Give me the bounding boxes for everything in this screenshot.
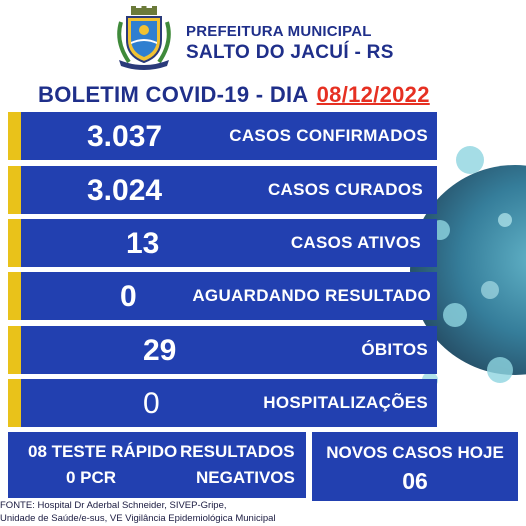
new-cases-label: NOVOS CASOS HOJE [326,443,504,462]
stat-row-confirmed [8,112,437,160]
stat-value: 29 [143,334,177,367]
stat-row-hospitalizations [8,379,437,427]
stat-value: 0 [143,387,160,420]
tests-box [8,432,306,498]
negative-label: NEGATIVOS [196,468,295,487]
pcr-test-count: 0 PCR [66,468,117,487]
bulletin-date: 08/12/2022 [316,82,430,107]
stat-label: CASOS CURADOS [267,180,423,199]
bulletin-title-text: BOLETIM COVID-19 - DIA [38,82,309,107]
stat-label: AGUARDANDO RESULTADO [192,286,431,305]
header-line-1: PREFEITURA MUNICIPAL [186,23,372,40]
stat-label: ÓBITOS [361,340,428,359]
stat-row-recovered [8,166,437,214]
stat-row-active [8,219,437,267]
stat-value: 3.024 [87,174,163,207]
stat-label: CASOS CONFIRMADOS [229,126,428,145]
source-line-1: FONTE: Hospital Dr Aderbal Schneider, SIVEP-Gripe, [0,500,227,511]
stat-value: 0 [120,280,137,313]
stat-row-deaths [8,326,437,374]
stat-value: 13 [126,227,160,260]
municipal-crest-icon [113,6,175,70]
stat-row-pending [8,272,437,320]
stat-value: 3.037 [87,120,163,153]
rapid-test-count: 08 TESTE RÁPIDO [28,442,178,461]
header-line-2: SALTO DO JACUÍ - RS [186,42,394,63]
stat-label: HOSPITALIZAÇÕES [263,393,428,412]
stat-label: CASOS ATIVOS [290,233,421,252]
new-cases-value: 06 [402,468,428,494]
new-cases-box [312,432,518,501]
source-line-2: Unidade de Saúde/e-sus, VE Vigilância Epidemiológica Municipal [0,513,276,524]
results-label: RESULTADOS [180,442,295,461]
bulletin-title [38,82,430,108]
